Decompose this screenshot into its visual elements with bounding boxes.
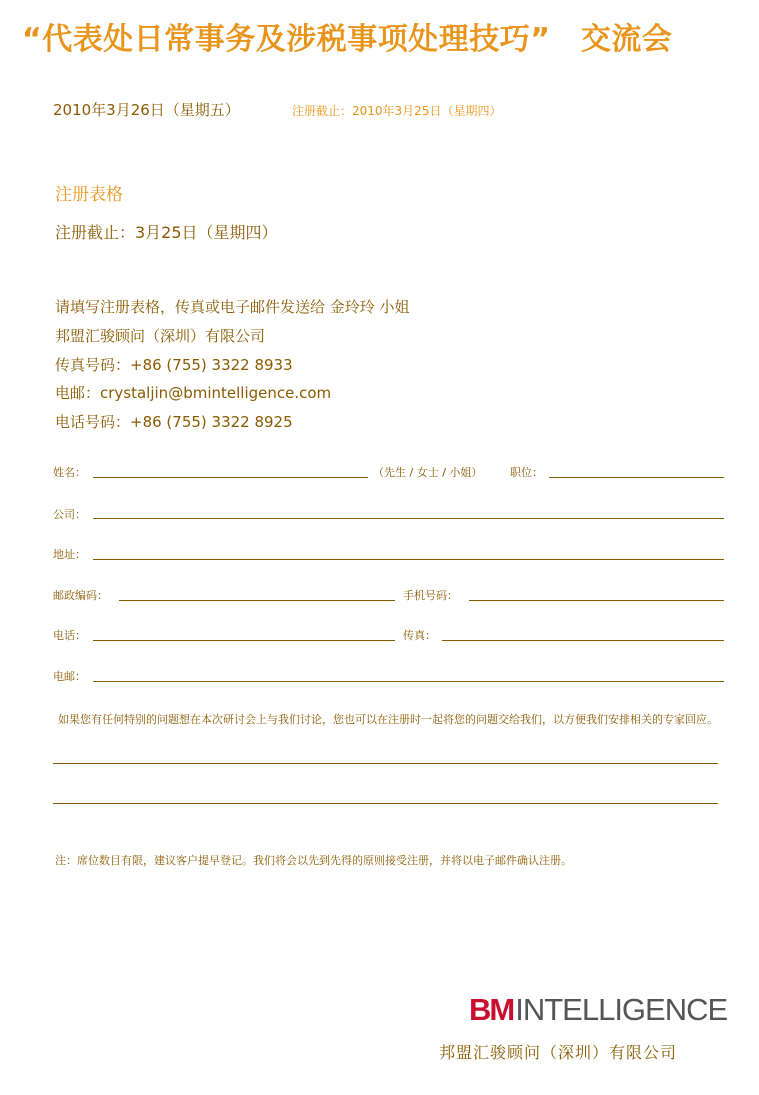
registration-title: 注册表格 bbox=[55, 185, 123, 205]
contact-phone: 电话号码：+86 (755) 3322 8925 bbox=[55, 413, 293, 431]
mobile-label: 手机号码： bbox=[403, 589, 458, 602]
address-field[interactable] bbox=[93, 559, 724, 560]
logo-bm-text: BM bbox=[469, 992, 514, 1027]
company-label: 公司： bbox=[53, 508, 86, 521]
fax-label: 传真： bbox=[403, 629, 436, 642]
question-line-1[interactable] bbox=[53, 763, 718, 764]
company-field[interactable] bbox=[93, 518, 724, 519]
name-label: 姓名： bbox=[53, 466, 86, 479]
fax-field[interactable] bbox=[442, 640, 724, 641]
contact-fax: 传真号码：+86 (755) 3322 8933 bbox=[55, 356, 293, 374]
title-options: （先生 / 女士 / 小姐） bbox=[373, 466, 483, 479]
phone-field[interactable] bbox=[93, 640, 395, 641]
contact-email[interactable]: 电邮：crystaljin@bmintelligence.com bbox=[55, 384, 332, 402]
postcode-label: 邮政编码： bbox=[53, 589, 108, 602]
questions-prompt: 如果您有任何特别的问题想在本次研讨会上与我们讨论，您也可以在注册时一起将您的问题交给我们，以方便我们安排相关的专家回应。 bbox=[58, 713, 718, 726]
seating-note: 注：席位数目有限，建议客户提早登记。我们将会以先到先得的原则接受注册，并将以电子邮件确认注册。 bbox=[55, 854, 572, 867]
contact-instruction: 请填写注册表格，传真或电子邮件发送给 金玲玲 小姐 bbox=[55, 298, 410, 316]
logo-intelligence-text: INTELLIGENCE bbox=[515, 992, 728, 1027]
deadline-note: 注册截止：2010年3月25日（星期四） bbox=[292, 104, 502, 118]
mobile-field[interactable] bbox=[469, 600, 724, 601]
event-title: “代表处日常事务及涉税事项处理技巧” 交流会 bbox=[22, 22, 673, 57]
postcode-field[interactable] bbox=[119, 600, 395, 601]
position-field[interactable] bbox=[549, 477, 724, 478]
name-field[interactable] bbox=[93, 477, 368, 478]
question-line-2[interactable] bbox=[53, 803, 718, 804]
registration-deadline: 注册截止：3月25日（星期四） bbox=[55, 223, 278, 242]
email-label: 电邮： bbox=[53, 670, 86, 683]
footer-company-name: 邦盟汇骏顾问（深圳）有限公司 bbox=[439, 1043, 678, 1062]
contact-company: 邦盟汇骏顾问（深圳）有限公司 bbox=[55, 327, 266, 345]
address-label: 地址： bbox=[53, 548, 86, 561]
phone-label: 电话： bbox=[53, 629, 86, 642]
bm-intelligence-logo bbox=[469, 992, 727, 1032]
email-field[interactable] bbox=[93, 681, 724, 682]
position-label: 职位： bbox=[510, 466, 543, 479]
event-date: 2010年3月26日（星期五） bbox=[53, 101, 240, 119]
